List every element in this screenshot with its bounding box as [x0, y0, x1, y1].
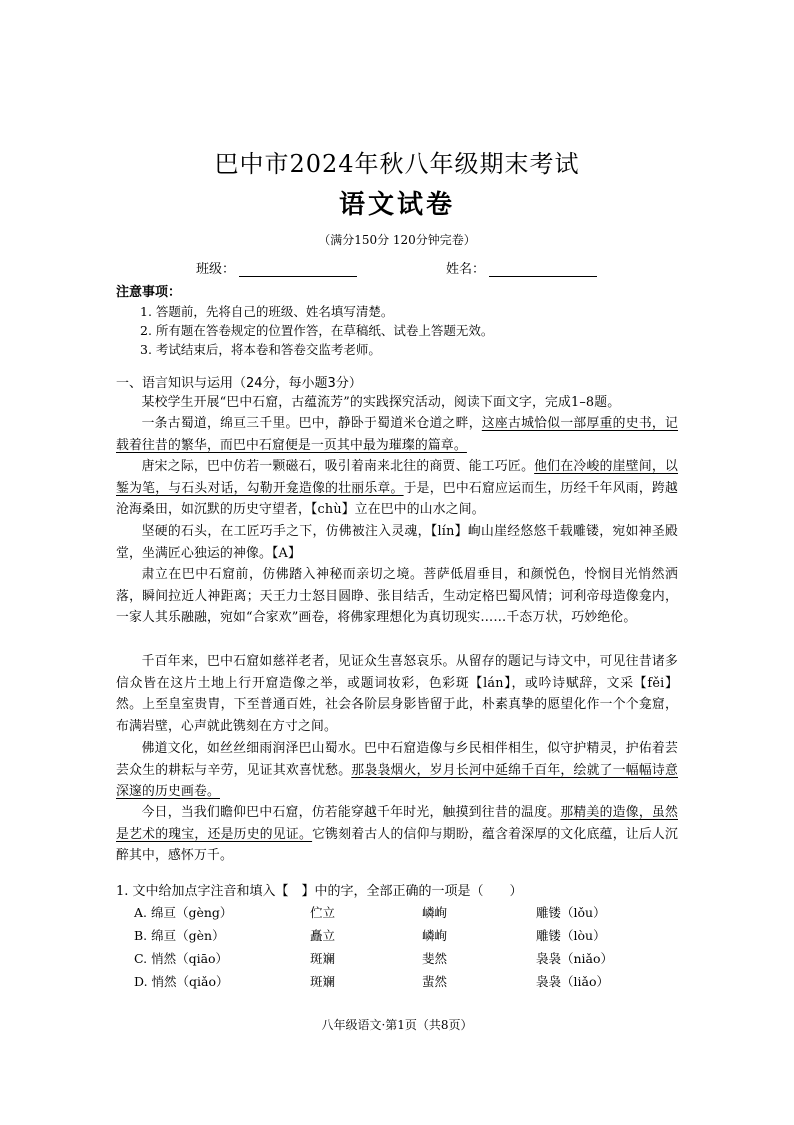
option-b-3: 嶙峋	[422, 928, 448, 943]
option-d-2: 斑斓	[310, 974, 336, 989]
p2-text: 唐宋之际，巴中仿若一颗磁石，吸引着南来北往的商贾、能工巧匠。	[141, 459, 535, 474]
option-c-3: 斐然	[422, 951, 448, 966]
option-a-2: 伫立	[310, 905, 336, 920]
paragraph-7	[116, 802, 678, 867]
paragraph-3: 坚硬的石头，在工匠巧手之下，仿佛被注入灵魂，【lín】峋山崖经悠悠千载雕镂，宛如神圣殿堂，坐满匠心独运的神像。【A】	[116, 524, 678, 561]
p1-text: 一条古蜀道，绵亘三千里。巴中，静卧于蜀道米仓道之畔，	[141, 416, 482, 431]
section-intro: 某校学生开展“巴中石窟，古蕴流芳”的实践探究活动，阅读下面文字，完成1–8题。	[141, 395, 621, 410]
option-d-4: 袅袅（liǎo）	[536, 974, 609, 989]
p1-underlined: 这座古城恰似一部厚重的史书，记载着往昔的繁华，而巴中石窟便是一页其中最为璀璨的篇章。	[116, 416, 679, 453]
question-1-stem: 1. 文中给加点字注音和填入【 】中的字，全部正确的一项是（ ）	[116, 884, 523, 899]
p7-text: 今日，当我们瞻仰巴中石窟，仿若能穿越千年时光，触摸到往昔的温度。	[141, 805, 561, 820]
exam-title: 巴中市2024年秋八年级期末考试	[214, 150, 580, 178]
p2-underlined: 他们在冷峻的崖壁间，以錾为笔，与石头对话，勾勒开龛造像的壮丽乐章。	[116, 459, 679, 496]
note-item: 3. 考试结束后，将本卷和答卷交监考老师。	[140, 342, 381, 357]
p2-text-tail: 于是，巴中石窟应运而生，历经千年风雨，跨越沧海桑田，如沉默的历史守望者，【chù】立在巴中的山水之间。	[116, 480, 679, 517]
option-c-4: 袅袅（niǎo）	[536, 951, 614, 966]
option-d-1: D. 悄然（qiǎo）	[134, 974, 229, 989]
name-label: 姓名：	[446, 262, 486, 277]
exam-meta: （满分150分 120分钟完卷）	[318, 233, 476, 247]
class-field	[196, 258, 357, 277]
note-item: 1. 答题前，先将自己的班级、姓名填写清楚。	[140, 304, 394, 319]
option-a-4: 雕镂（lǒu）	[536, 905, 606, 920]
note-item: 2. 所有题在答卷规定的位置作答，在草稿纸、试卷上答题无效。	[140, 323, 494, 338]
option-b-1: B. 绵亘（gèn）	[134, 928, 225, 943]
name-blank	[489, 264, 597, 277]
exam-subtitle: 语文试卷	[338, 190, 455, 220]
p7-text-tail: 它镌刻着古人的信仰与期盼，蕴含着深厚的文化底蕴，让后人沉醉其中，感怀万千。	[116, 826, 678, 863]
option-c-2: 斑斓	[310, 951, 336, 966]
section-title: 一、语言知识与运用（24分，每小题3分）	[116, 376, 362, 391]
option-c-1: C. 悄然（qiāo）	[134, 951, 229, 966]
p6-underlined: 那袅袅烟火，岁月长河中延绵千百年，绘就了一幅幅诗意深邃的历史画卷。	[116, 762, 679, 799]
option-b-2: 矗立	[310, 928, 336, 943]
notes-title: 注意事项：	[116, 285, 182, 300]
option-b-4: 雕镂（lòu）	[536, 928, 606, 943]
p7-underlined: 那精美的造像，虽然是艺术的瑰宝，还是历史的见证。	[116, 805, 678, 842]
class-blank	[239, 264, 357, 277]
paragraph-4: 肃立在巴中石窟前，仿佛踏入神秘而亲切之境。菩萨低眉垂目，和颜悦色，怜悯目光悄然洒落，瞬间拉近人神距离；天王力士怒目圆睁、张目结舌，生动定格巴蜀风情；诃利帝母造像龛内，一家人其乐融融，宛如“合家欢”画卷，将佛家理想化为真切现实……千态万状，巧妙绝伦。	[116, 567, 678, 625]
paragraph-2	[116, 456, 678, 521]
class-label: 班级：	[196, 262, 236, 277]
p6-text: 佛道文化，如丝丝细雨润泽巴山蜀水。巴中石窟造像与乡民相伴相生，似守护精灵，护佑着芸芸众生的耕耘与辛劳，见证其欢喜忧愁。	[116, 741, 678, 778]
page-footer: 八年级语文·第1页（共8页）	[321, 1018, 473, 1032]
option-a-3: 嶙峋	[422, 905, 448, 920]
option-d-3: 蜚然	[422, 974, 448, 989]
paragraph-5: 千百年来，巴中石窟如慈祥老者，见证众生喜怒哀乐。从留存的题记与诗文中，可见往昔诸多信众皆在这片土地上行开窟造像之举，或题词妆彩，色彩斑【lán】，或吟诗赋辞，文采【fěi】然。上至皇室贵胄，下至普通百姓，社会各阶层身影皆留于此，朴素真挚的愿望化作一个个龛窟，布满岩壁，心声就此镌刻在方寸之间。	[116, 654, 678, 734]
paragraph-1	[116, 413, 678, 456]
name-field	[446, 258, 597, 277]
option-a-1: A. 绵亘（gèng）	[134, 905, 233, 920]
paragraph-6	[116, 738, 678, 803]
